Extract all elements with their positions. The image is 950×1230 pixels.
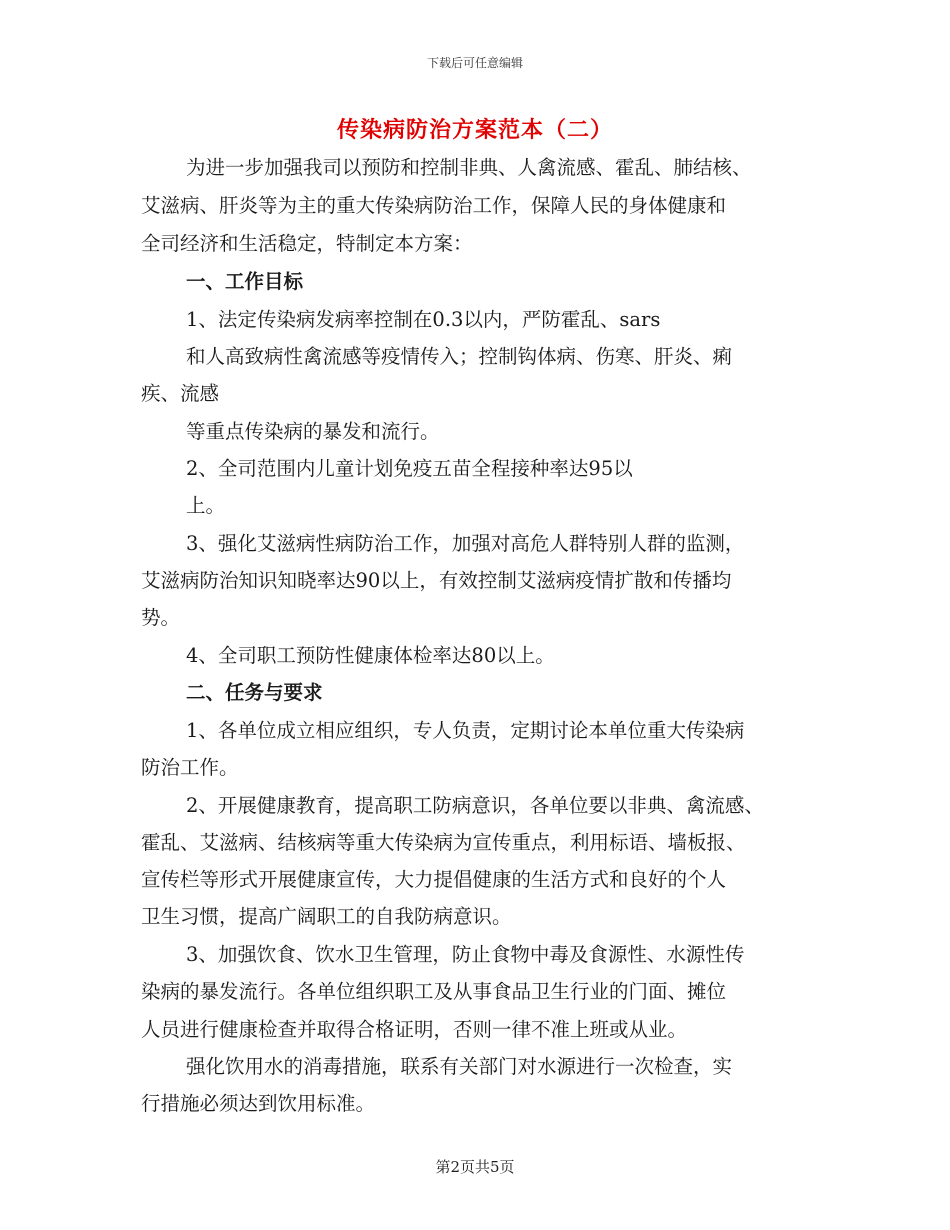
- paragraph-line: 1、法定传染病发病率控制在0.3以内，严防霍乱、sars: [186, 308, 661, 331]
- paragraph-line: 3、强化艾滋病性病防治工作，加强对高危人群特别人群的监测，: [186, 532, 745, 555]
- paragraph-line: 疾、流感: [141, 382, 220, 405]
- paragraph-line: 4、全司职工预防性健康体检率达80以上。: [186, 644, 555, 667]
- document-title: 传染病防治方案范本（二）: [336, 117, 613, 143]
- paragraph-line: 势。: [141, 606, 181, 629]
- paragraph-line: 艾滋病防治知识知晓率达90以上，有效控制艾滋病疫情扩散和传播均: [141, 569, 732, 592]
- paragraph-line: 卫生习惯，提高广阔职工的自我防病意识。: [141, 905, 512, 928]
- page-header: 下载后可任意编辑: [426, 56, 523, 70]
- paragraph-line: 宣传栏等形式开展健康宣传，大力提倡健康的生活方式和良好的个人: [141, 868, 727, 891]
- paragraph-line: 行措施必须达到饮用标准。: [141, 1092, 376, 1115]
- section-heading: 一、工作目标: [186, 270, 304, 293]
- paragraph-line: 为进一步加强我司以预防和控制非典、人禽流感、霍乱、肺结核、: [186, 156, 752, 179]
- paragraph-line: 染病的暴发流行。各单位组织职工及从事食品卫生行业的门面、摊位: [141, 980, 727, 1003]
- paragraph-line: 和人高致病性禽流感等疫情传入；控制钩体病、伤寒、肝炎、痢: [186, 345, 733, 368]
- paragraph-line: 全司经济和生活稳定，特制定本方案：: [141, 232, 473, 255]
- page-number: 第2页共5页: [435, 1158, 515, 1176]
- paragraph-line: 3、加强饮食、饮水卫生管理，防止食物中毒及食源性、水源性传: [186, 943, 745, 966]
- paragraph-line: 艾滋病、肝炎等为主的重大传染病防治工作，保障人民的身体健康和: [141, 194, 727, 217]
- paragraph-line: 人员进行健康检查并取得合格证明，否则一律不准上班或从业。: [141, 1018, 688, 1041]
- paragraph-line: 2、开展健康教育，提高职工防病意识，各单位要以非典、禽流感、: [186, 794, 764, 817]
- paragraph-line: 2、全司范围内儿童计划免疫五苗全程接种率达95以: [186, 457, 633, 480]
- paragraph-line: 1、各单位成立相应组织，专人负责，定期讨论本单位重大传染病: [186, 719, 745, 742]
- paragraph-line: 霍乱、艾滋病、结核病等重大传染病为宣传重点，利用标语、墙板报、: [141, 831, 746, 854]
- paragraph-line: 上。: [186, 494, 226, 517]
- paragraph-line: 强化饮用水的消毒措施，联系有关部门对水源进行一次检查，实: [186, 1055, 733, 1078]
- paragraph-line: 防治工作。: [141, 756, 239, 779]
- section-heading: 二、任务与要求: [186, 681, 323, 704]
- paragraph-line: 等重点传染病的暴发和流行。: [186, 420, 440, 443]
